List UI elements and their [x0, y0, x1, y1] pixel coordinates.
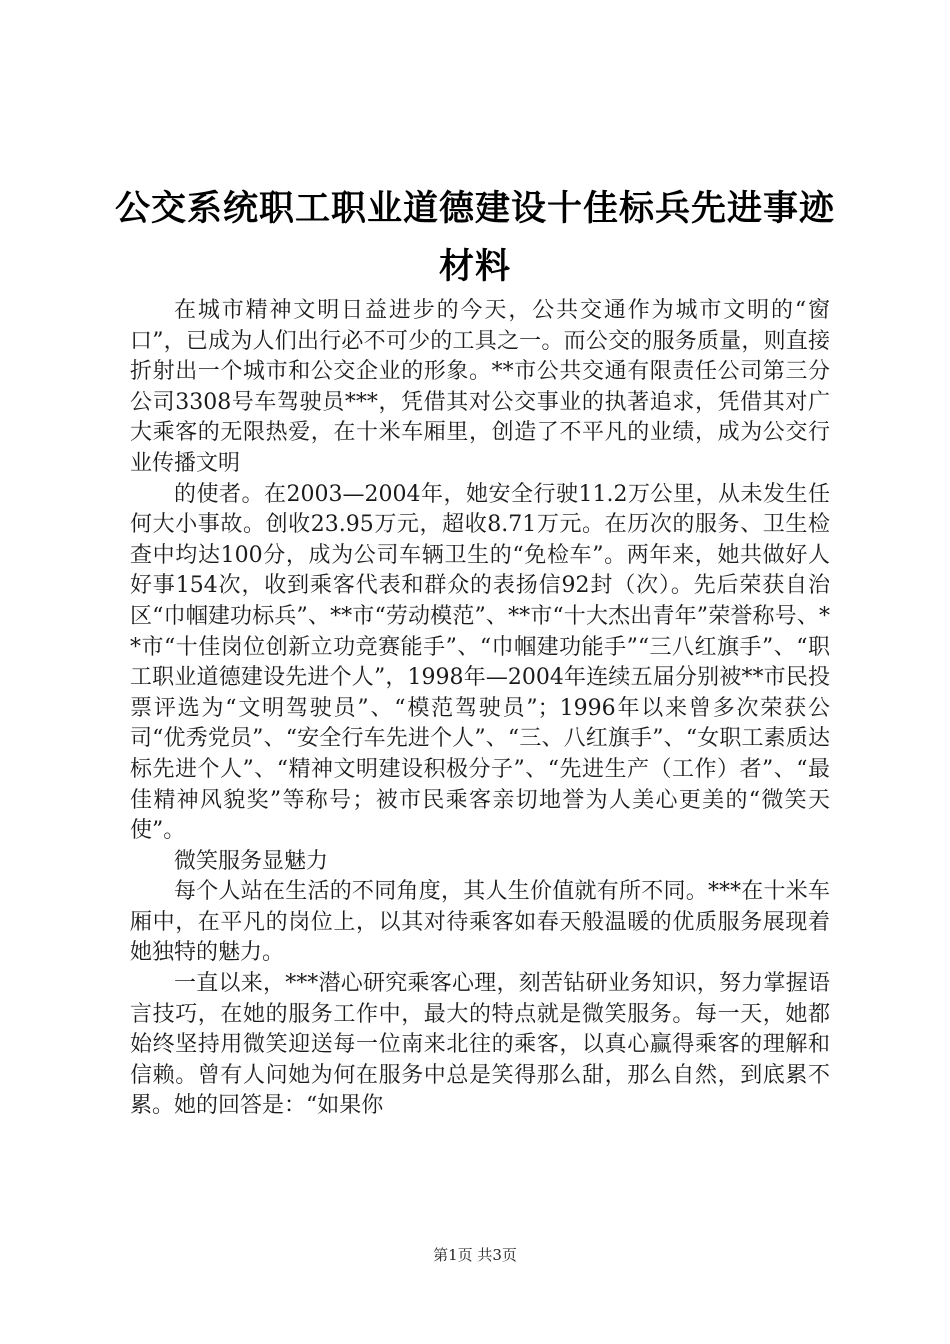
- page-footer: 第1页 共3页: [433, 1246, 517, 1264]
- paragraph-value: 每个人站在生活的不同角度，其人生价值就有所不同。***在十米车厢中，在平凡的岗位上，以其对待乘客如春天般温暖的优质服务展现着她独特的魅力。: [130, 879, 830, 966]
- paragraph-smile: 一直以来，***潜心研究乘客心理，刻苦钻研业务知识，努力掌握语言技巧，在她的服务工作中，最大的特点就是微笑服务。每一天，她都始终坚持用微笑迎送每一位南来北往的乘客，以真心赢得乘客的理解和信赖。曾有人问她为何在服务中总是笑得那么甜，那么自然，到底累不累。她的回答是：“如果你: [130, 971, 830, 1119]
- paragraph-achievements: 的使者。在2003—2004年，她安全行驶11.2万公里，从未发生任何大小事故。创收23.95万元，超收8.71万元。在历次的服务、卫生检查中均达100分，成为公司车辆卫生的“免检车”。两年来，她共做好人好事154次，收到乘客代表和群众的表扬信92封（次）。先后荣获自治区“巾帼建功标兵”、**市“劳动模范”、**市“十大杰出青年”荣誉称号、**市“十佳岗位创新立功竞赛能手”、“巾帼建功能手”“三八红旗手”、“职工职业道德建设先进个人”，1998年—2004年连续五届分别被**市民投票评选为“文明驾驶员”、“模范驾驶员”；1996年以来曾多次荣获公司“优秀党员”、“安全行车先进个人”、“三、八红旗手”、“女职工素质达标先进个人”、“精神文明建设积极分子”、“先进生产（工作）者”、“最佳精神风貌奖”等称号；被市民乘客亲切地誉为人美心更美的“微笑天使”。: [130, 481, 831, 844]
- title-line-2: 材料: [438, 246, 511, 287]
- document-title: [0, 180, 950, 296]
- title-line-1: 公交系统职工职业道德建设十佳标兵先进事迹: [114, 188, 835, 229]
- document-body: [130, 296, 830, 1122]
- section-heading-smile-service: 微笑服务显魅力: [174, 848, 329, 874]
- paragraph-intro: 在城市精神文明日益进步的今天，公共交通作为城市文明的“窗口”，已成为人们出行必不可少的工具之一。而公交的服务质量，则直接折射出一个城市和公交企业的形象。**市公共交通有限责任公司第三分公司3308号车驾驶员***，凭借其对公交事业的执著追求，凭借其对广大乘客的无限热爱，在十米车厢里，创造了不平凡的业绩，成为公交行业传播文明: [130, 298, 830, 476]
